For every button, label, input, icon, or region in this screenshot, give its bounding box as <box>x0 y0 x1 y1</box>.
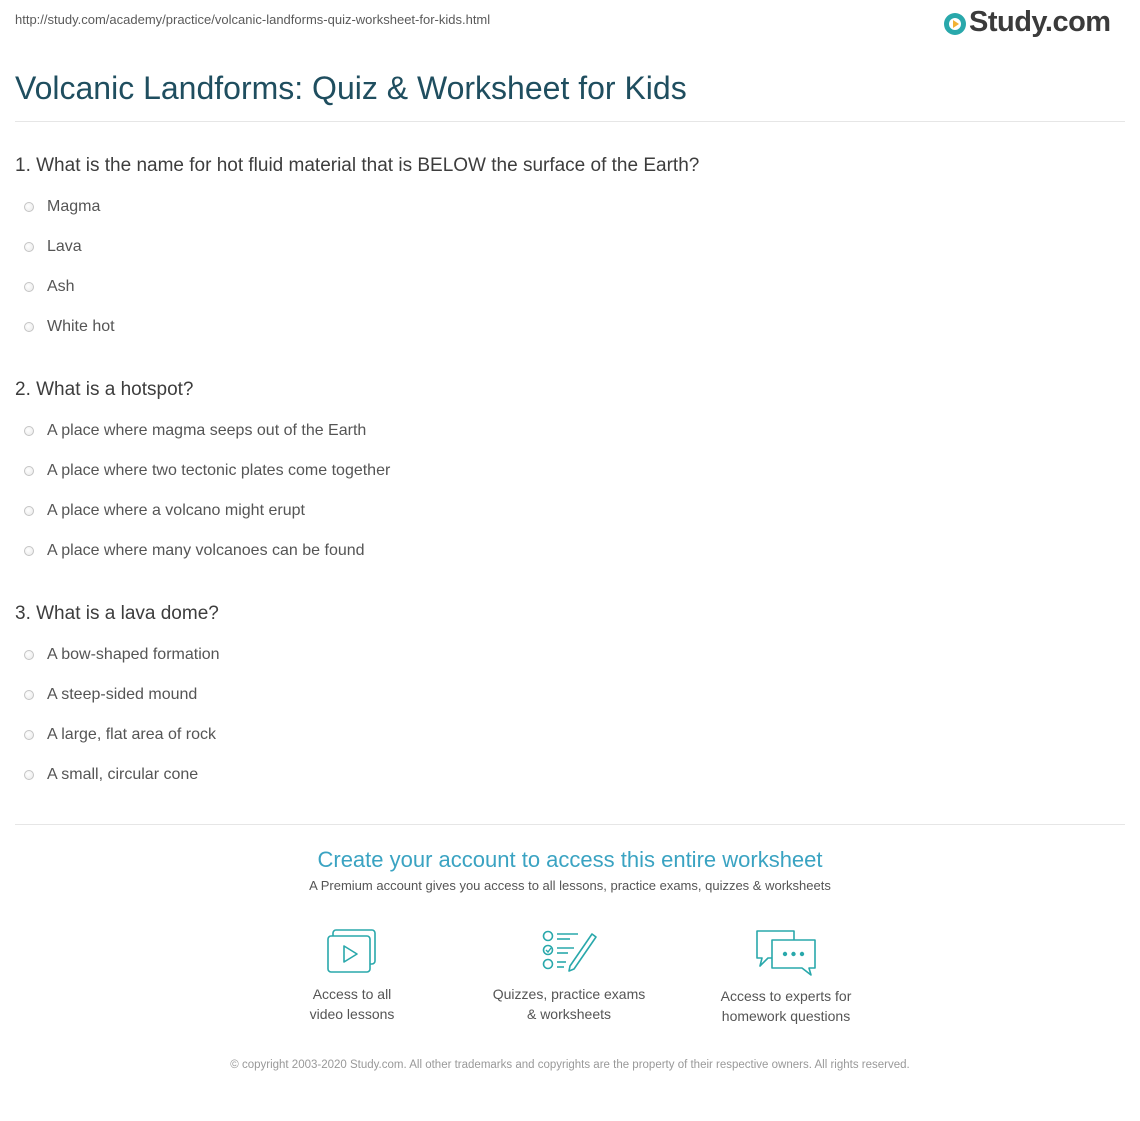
answer-text: Magma <box>47 198 101 215</box>
answer-option[interactable] <box>24 726 216 744</box>
answer-option[interactable] <box>24 766 198 784</box>
feature-label: Quizzes, practice exams & worksheets <box>492 986 646 1022</box>
radio-button[interactable] <box>24 322 34 332</box>
answer-text: A place where two tectonic plates come together <box>47 462 391 479</box>
copyright-notice: © copyright 2003-2020 Study.com. All other trademarks and copyrights are the property of their respective owners. All rights reserved. <box>230 1059 910 1071</box>
feature-video-lessons <box>252 928 452 1024</box>
answer-text: A place where magma seeps out of the Earth <box>47 422 367 439</box>
answer-option[interactable] <box>24 422 366 440</box>
quiz-checklist-icon <box>540 928 598 974</box>
chat-bubbles-icon <box>754 928 818 976</box>
answer-text: A small, circular cone <box>47 766 199 783</box>
answer-text: Ash <box>47 278 75 295</box>
answer-option[interactable] <box>24 238 82 256</box>
answer-option[interactable] <box>24 646 220 664</box>
answer-text: A bow-shaped formation <box>47 646 220 663</box>
play-circle-icon <box>944 13 966 35</box>
radio-button[interactable] <box>24 426 34 436</box>
logo-text: Study.com <box>969 6 1111 38</box>
answer-text: Lava <box>47 238 82 255</box>
radio-button[interactable] <box>24 466 34 476</box>
create-account-link[interactable]: Create your account to access this entire worksheet <box>317 847 823 872</box>
section-divider <box>15 824 1125 825</box>
answer-text: A steep-sided mound <box>47 686 198 703</box>
video-lessons-icon <box>325 928 379 974</box>
radio-button[interactable] <box>24 730 34 740</box>
answer-option[interactable] <box>24 542 365 560</box>
answer-option[interactable] <box>24 502 305 520</box>
feature-experts <box>686 928 886 1026</box>
answer-text: White hot <box>47 318 115 335</box>
answer-option[interactable] <box>24 198 100 216</box>
question-3: 3. What is a lava dome? <box>15 603 219 624</box>
question-2: 2. What is a hotspot? <box>15 379 194 400</box>
feature-label: Access to experts for homework questions <box>720 988 852 1024</box>
radio-button[interactable] <box>24 650 34 660</box>
radio-button[interactable] <box>24 506 34 516</box>
study-logo[interactable] <box>944 6 1111 39</box>
question-1: 1. What is the name for hot fluid material that is BELOW the surface of the Earth? <box>15 155 700 176</box>
radio-button[interactable] <box>24 242 34 252</box>
page-title: Volcanic Landforms: Quiz & Worksheet for Kids <box>15 70 687 106</box>
answer-option[interactable] <box>24 318 115 336</box>
title-divider <box>15 121 1125 122</box>
answer-text: A place where a volcano might erupt <box>47 502 305 519</box>
feature-label: Access to all video lessons <box>309 986 395 1022</box>
radio-button[interactable] <box>24 282 34 292</box>
radio-button[interactable] <box>24 690 34 700</box>
answer-option[interactable] <box>24 686 197 704</box>
answer-option[interactable] <box>24 278 75 296</box>
radio-button[interactable] <box>24 770 34 780</box>
feature-quizzes <box>469 928 669 1024</box>
answer-text: A large, flat area of rock <box>47 726 216 743</box>
radio-button[interactable] <box>24 546 34 556</box>
page-url: http://study.com/academy/practice/volcanic-landforms-quiz-worksheet-for-kids.html <box>15 12 491 27</box>
answer-text: A place where many volcanoes can be found <box>47 542 365 559</box>
radio-button[interactable] <box>24 202 34 212</box>
answer-option[interactable] <box>24 462 390 480</box>
cta-subtitle: A Premium account gives you access to all lessons, practice exams, quizzes & worksheets <box>309 878 831 893</box>
